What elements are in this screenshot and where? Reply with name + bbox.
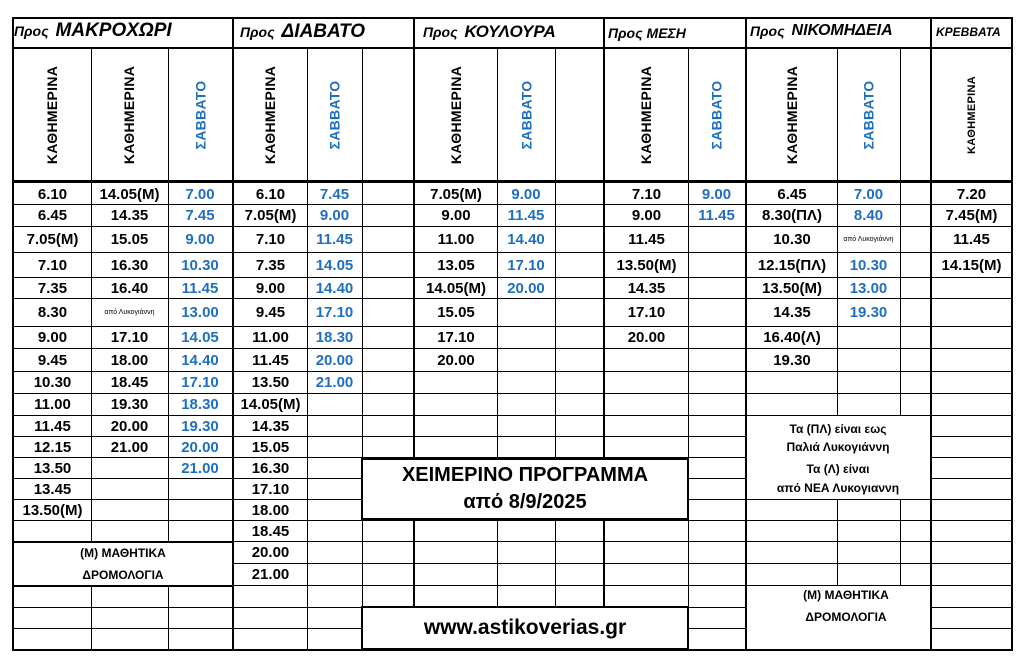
header-diavato [240, 19, 365, 45]
departure-time: 7.05(Μ) [430, 185, 482, 203]
row-line [747, 563, 930, 564]
departure-time: 10.30 [33, 374, 72, 391]
departure-time: 11.45 [252, 351, 289, 369]
row-line [415, 436, 603, 437]
departure-time: 12.15 [33, 438, 72, 456]
row-line [415, 585, 603, 586]
row-line [932, 436, 1011, 437]
row-line [932, 563, 1011, 564]
departure-time: 17.10 [627, 304, 666, 321]
departure-time: 18.45 [110, 374, 149, 391]
departure-time: 13.00 [181, 304, 219, 321]
departure-time: 7.45 [319, 185, 350, 203]
row-line [605, 541, 745, 542]
nikomideia-pl-note-line2: Παλιά Λυκογιάννη [786, 440, 890, 454]
row-line [415, 541, 603, 542]
row-line [605, 415, 745, 416]
departure-time: 19.30 [849, 304, 888, 321]
schedule-date: από 8/9/2025 [463, 491, 587, 513]
weekday-column-label: ΚΑΘΗΜΕΡΙΝΑ [262, 65, 279, 164]
departure-time: 16.30 [110, 256, 149, 274]
header-makroxori [14, 18, 172, 44]
departure-time: 14.35 [251, 417, 290, 435]
departure-time: 11.45 [316, 231, 353, 248]
row-line [605, 520, 745, 521]
row-line [747, 520, 930, 521]
departure-time: 13.45 [33, 480, 72, 498]
departure-time: 20.00 [437, 351, 475, 369]
departure-time: 14.15(Μ) [941, 256, 1002, 274]
departure-time: 11.45 [698, 207, 735, 224]
departure-time: 10.30 [181, 256, 219, 274]
row-line [747, 415, 930, 416]
departure-time: 8.30(ΠΛ) [761, 207, 823, 224]
departure-time: 16.30 [251, 459, 290, 477]
row-line [415, 520, 603, 521]
saturday-column-label: ΣΑΒΒΑΤΟ [326, 80, 343, 149]
departure-time: 11.00 [252, 329, 289, 346]
departure-time: 21.00 [181, 459, 219, 477]
row-line [747, 393, 930, 394]
nikomideia-l-note-line2: από ΝΕΑ Λυκογιαννη [776, 481, 900, 495]
departure-time: 21.00 [251, 566, 290, 583]
departure-time: 7.05(Μ) [26, 231, 79, 248]
row-line [234, 585, 413, 586]
row-line [14, 650, 232, 651]
row-line [605, 563, 745, 564]
departure-time: 17.10 [181, 374, 219, 391]
departure-time: 9.00 [511, 185, 541, 203]
departure-time: 16.40(Λ) [763, 329, 821, 346]
departure-time: 7.10 [631, 185, 662, 203]
departure-time: 15.05 [437, 304, 475, 321]
departure-time: 13.50(Μ) [616, 256, 677, 274]
weekday-column-label: ΚΑΘΗΜΕΡΙΝΑ [784, 65, 801, 164]
departure-time: 11.45 [181, 279, 219, 297]
departure-time: 7.35 [255, 256, 286, 274]
departure-time: 10.30 [849, 256, 888, 274]
row-line [605, 348, 745, 349]
row-line [415, 563, 603, 564]
departure-time: 13.50(Μ) [22, 501, 83, 519]
row-line [605, 371, 745, 372]
cell-divider [900, 499, 901, 585]
departure-time: 6.45 [37, 207, 68, 224]
departure-time: 7.45 [185, 207, 215, 224]
saturday-column-label: ΣΑΒΒΑΤΟ [708, 80, 725, 149]
row-line [932, 371, 1011, 372]
nikomideia-pl-note-line1: Τα (ΠΛ) είναι εως [789, 422, 887, 436]
row-line [415, 371, 603, 372]
departure-time: 14.40 [181, 351, 219, 369]
departure-time: 14.05 [315, 256, 354, 274]
departure-time: 8.40 [853, 207, 884, 224]
departure-time: 8.30 [37, 304, 68, 321]
row-line [605, 436, 745, 437]
departure-time: 17.10 [507, 256, 545, 274]
departure-time: 19.30 [773, 351, 811, 369]
departure-time: 15.05 [110, 231, 149, 248]
departure-time: 11.45 [628, 231, 665, 248]
departure-time: 13.05 [437, 256, 475, 274]
cell-divider [91, 585, 92, 650]
row-line [932, 541, 1011, 542]
departure-time: 9.00 [255, 279, 286, 297]
header-name: ΚΡΕΒΒΑΤΑ [936, 25, 1001, 39]
header-prefix: Προς [14, 23, 49, 39]
departure-time: 7.05(Μ) [244, 207, 297, 224]
row-line [415, 415, 603, 416]
departure-time: 18.00 [110, 351, 149, 369]
departure-time: 18.30 [315, 329, 354, 346]
departure-time: 13.50 [33, 459, 72, 477]
column-header-divider [12, 180, 1013, 183]
departure-time: 10.30 [773, 231, 811, 248]
departure-time: 20.00 [627, 329, 666, 346]
row-line [14, 520, 232, 521]
departure-time: 20.00 [507, 279, 545, 297]
row-line [932, 478, 1011, 479]
departure-time: 9.45 [255, 304, 286, 321]
nikomideia-l-note-line1: Τα (Λ) είναι [806, 462, 870, 476]
departure-time: 20.00 [181, 438, 219, 456]
departure-time: 9.00 [631, 207, 662, 224]
departure-time: 7.10 [255, 231, 286, 248]
top-border [12, 17, 1013, 19]
header-nikomideia [750, 19, 893, 43]
header-name: ΜΑΚΡΟΧΩΡΙ [55, 20, 172, 41]
departure-time: 7.10 [37, 256, 68, 274]
departure-time: 19.30 [181, 417, 219, 435]
row-line [747, 541, 930, 542]
departure-time: 7.35 [37, 279, 68, 297]
departure-time: 9.00 [185, 231, 215, 248]
departure-time: 14.35 [627, 279, 666, 297]
departure-time: 6.45 [777, 185, 807, 203]
row-line [932, 415, 1011, 416]
departure-time: 21.00 [110, 438, 149, 456]
departure-time: 14.05(Μ) [425, 279, 487, 297]
departure-time: 11.45 [507, 207, 545, 224]
departure-time: 11.45 [34, 417, 71, 435]
winter-schedule-box [361, 458, 689, 520]
departure-time: 18.45 [251, 522, 290, 540]
departure-time: 14.40 [507, 231, 545, 248]
right-border [1011, 17, 1013, 651]
departure-time: από Λυκογιάννη [843, 235, 894, 243]
saturday-column-label: ΣΑΒΒΑΤΟ [192, 80, 209, 149]
nikomideia-footnote-line1: (Μ) ΜΑΘΗΤΙΚΑ [803, 588, 889, 602]
departure-time: 15.05 [251, 438, 290, 456]
row-line [932, 348, 1011, 349]
row-line [932, 628, 1011, 629]
departure-time: 14.35 [773, 304, 811, 321]
departure-time: 11.00 [437, 231, 475, 248]
row-line [747, 499, 930, 500]
row-line [415, 393, 603, 394]
departure-time: 9.00 [441, 207, 471, 224]
row-line [234, 650, 413, 651]
row-line [932, 277, 1011, 278]
departure-time: 7.20 [956, 185, 987, 203]
departure-time: 16.40 [110, 279, 149, 297]
departure-time: 14.05(Μ) [99, 185, 160, 203]
departure-time: 7.00 [185, 185, 215, 203]
departure-time: 13.00 [849, 279, 888, 297]
departure-time: 7.00 [853, 185, 884, 203]
header-name: ΜΕΣΗ [646, 25, 686, 41]
weekday-column-label: ΚΑΘΗΜΕΡΙΝΑ [448, 65, 465, 164]
weekday-column-label: ΚΑΘΗΜΕΡΙΝΑ [44, 65, 61, 164]
header-prefix: Προς [423, 24, 458, 40]
departure-time: 14.05(Μ) [240, 396, 301, 413]
footnote-border [14, 585, 232, 587]
departure-time: 13.50(Μ) [761, 279, 823, 297]
header-krevvata [936, 21, 1001, 43]
weekday-column-label: ΚΑΘΗΜΕΡΙΝΑ [638, 65, 655, 164]
departure-time: 17.10 [437, 329, 475, 346]
saturday-column-label: ΣΑΒΒΑΤΟ [518, 80, 535, 149]
departure-time: 12.15(ΠΛ) [757, 256, 827, 274]
header-mesi [608, 21, 686, 45]
row-line [932, 298, 1011, 299]
departure-time: 7.45(Μ) [945, 207, 998, 224]
row-line [605, 650, 745, 651]
departure-time: 17.10 [110, 329, 149, 346]
weekday-column-label: ΚΑΘΗΜΕΡΙΝΑ [121, 65, 138, 164]
departure-time: 9.00 [319, 207, 350, 224]
departure-time: 9.00 [37, 329, 68, 346]
departure-time: 6.10 [37, 185, 68, 203]
row-line [415, 650, 603, 651]
row-line [932, 326, 1011, 327]
row-line [605, 585, 745, 586]
departure-time: 20.00 [251, 544, 290, 561]
nikomideia-footnote-line2: ΔΡΟΜΟΛΟΓΙΑ [805, 610, 887, 624]
departure-time: 17.10 [251, 480, 290, 498]
cell-divider [900, 47, 901, 415]
departure-time: 14.05 [181, 329, 219, 346]
cell-divider [837, 499, 838, 585]
cell-divider [168, 585, 169, 650]
departure-time: 18.30 [181, 396, 219, 413]
row-line [14, 628, 232, 629]
header-name: ΝΙΚΟΜΗΔΕΙΑ [791, 22, 893, 39]
departure-time: από Λυκογιάννη [104, 308, 155, 316]
row-line [932, 457, 1011, 458]
row-line [14, 607, 232, 608]
makroxori-footnote-line1: (Μ) ΜΑΘΗΤΙΚΑ [80, 546, 166, 560]
departure-time: 14.35 [110, 207, 149, 224]
makroxori-footnote-line2: ΔΡΟΜΟΛΟΓΙΑ [82, 568, 164, 582]
schedule-title: ΧΕΙΜΕΡΙΝΟ ΠΡΟΓΡΑΜΜΑ [401, 464, 649, 486]
header-name: ΚΟΥΛΟΥΡΑ [464, 22, 556, 41]
row-line [747, 650, 930, 651]
departure-time: 17.10 [315, 304, 354, 321]
departure-time: 20.00 [110, 417, 149, 435]
header-prefix: Προς [240, 24, 275, 40]
header-kouloura [423, 19, 556, 45]
row-line [932, 650, 1011, 651]
departure-time: 13.50 [251, 374, 290, 391]
departure-time: 21.00 [315, 374, 354, 391]
website-link[interactable]: www.astikoverias.gr [361, 606, 689, 650]
departure-time: 9.45 [37, 351, 68, 369]
header-prefix: Προς [608, 25, 643, 41]
row-line [932, 393, 1011, 394]
departure-time: 14.40 [315, 279, 354, 297]
row-line [932, 520, 1011, 521]
header-name: ΔΙΑΒΑΤΟ [281, 21, 366, 42]
departure-time: 11.45 [953, 231, 990, 248]
departure-time: 18.00 [251, 501, 290, 519]
saturday-column-label: ΣΑΒΒΑΤΟ [860, 80, 877, 149]
header-prefix: Προς [750, 23, 785, 39]
row-line [747, 371, 930, 372]
departure-time: 6.10 [255, 185, 286, 203]
departure-time: 11.00 [34, 396, 71, 413]
row-line [932, 499, 1011, 500]
departure-time: 9.00 [701, 185, 732, 203]
departure-time: 19.30 [110, 396, 149, 413]
row-line [605, 393, 745, 394]
departure-time: 20.00 [315, 351, 354, 369]
weekday-column-label: ΚΑΘΗΜΕΡΙΝΑ [965, 75, 978, 154]
